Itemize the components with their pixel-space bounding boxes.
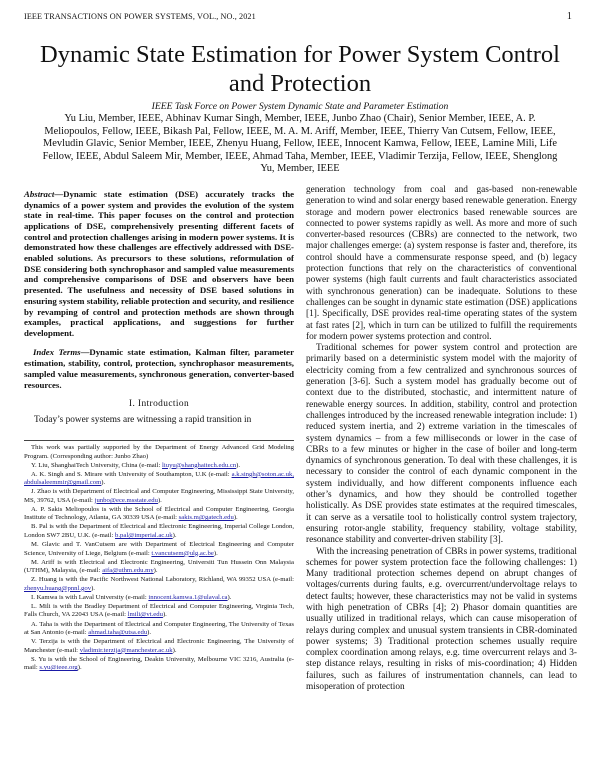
affiliation-text: M. Ariff is with Electrical and Electronic Engineering, Universiti Tun Hussein Onn Malaysia (UTHM), Malaysia, (e-mail: bbox=[24, 558, 294, 575]
paper-title: Dynamic State Estimation for Power System Control and Protection bbox=[40, 41, 560, 97]
funding-footnote bbox=[24, 444, 294, 461]
email-link[interactable]: s.yu@ieee.org bbox=[39, 664, 78, 672]
task-force-name: IEEE Task Force on Power System Dynamic State and Parameter Estimation bbox=[151, 101, 449, 112]
affiliation-footnotes bbox=[24, 462, 294, 673]
email-link[interactable]: t.vancutsem@ulg.ac.be bbox=[151, 549, 214, 557]
funding-text: This work was partially supported by the Department of Energy Advanced Grid Modeling Program. (Corresponding author: Junbo Zhao) bbox=[24, 444, 294, 460]
affiliation-text: Z. Huang is with the Pacific Northwest National Laboratory, Richland, WA 99352 USA (e-mail: bbox=[31, 576, 294, 584]
affiliation-text: J. Zhao is with Department of Electrical and Computer Engineering, Mississippi State University, MS, 39762, USA (e-mail: bbox=[24, 488, 294, 504]
affiliation-text-end: ). bbox=[233, 514, 238, 522]
footnotes bbox=[24, 440, 294, 673]
affiliation-text-end: ). bbox=[101, 479, 106, 487]
author-list: Yu Liu, Member, IEEE, Abhinav Kumar Singh, Member, IEEE, Junbo Zhao (Chair), Senior Member, IEEE, A. P. Meliopoulos, Fellow, IEEE, Bikash Pal, Fellow, IEEE, M. A. M. Ariff, Member, IEEE, Thierry Van Cutsem, Fellow, IEEE, Mevludin Glavic, Senior Member, IEEE, Zhenyu Huang, Fellow, IEEE, Innocent Kamwa, Fellow, IEEE, Lamine Mili, Life Fellow, IEEE, Abdul Saleem Mir, Member, IEEE, Ahmad Taha, Member, IEEE, Vladimir Terzija, Fellow, IEEE, Shenglong Yu, Member, IEEE bbox=[42, 113, 558, 175]
affiliation-text-end: ). bbox=[213, 549, 218, 557]
email-link[interactable]: junbo@ece.msstate.edu bbox=[94, 496, 158, 504]
journal-name: IEEE TRANSACTIONS ON POWER SYSTEMS, VOL., NO., 2021 bbox=[24, 12, 256, 21]
email-link[interactable]: vladimir.terzija@manchester.ac.uk bbox=[79, 646, 173, 654]
email-link[interactable]: aifa@uthm.edu.my bbox=[102, 567, 154, 575]
intro-first-line: Today’s power systems are witnessing a rapid transition in bbox=[34, 415, 252, 426]
email-link[interactable]: liuyu@shanghaitech.edu.cn bbox=[162, 461, 237, 469]
affiliation-text-end: ). bbox=[157, 496, 162, 504]
affiliation-text: A. P. Sakis Meliopoulos is with the School of Electrical and Computer Engineering, Georgia Institute of Technology, Atlanta, GA 30339 USA (e-mail: bbox=[24, 505, 294, 522]
affiliation-footnote bbox=[24, 576, 294, 593]
running-header bbox=[24, 12, 572, 21]
email-link[interactable]: sakis.m@gatech.edu bbox=[178, 514, 234, 522]
affiliation-text-end: ). bbox=[227, 593, 232, 601]
affiliation-text-end: ). bbox=[236, 461, 241, 469]
affiliation-text-end: ). bbox=[91, 584, 95, 592]
affiliation-text: V. Terzija is with the Department of Electrical and Electronic Engineering, The University of Manchester (e-mail: bbox=[24, 638, 294, 654]
affiliation-footnote bbox=[24, 462, 294, 471]
affiliation-footnote bbox=[24, 656, 294, 673]
section-heading-introduction: I. Introduction bbox=[128, 399, 190, 410]
email-link[interactable]: a.k.singh@soton.ac.uk, abdulsaleemmir@gmail.com bbox=[24, 470, 294, 487]
affiliation-text-end: ). bbox=[147, 629, 152, 637]
abstract bbox=[24, 189, 294, 339]
paragraph-3: With the increasing penetration of CBRs in power systems, traditional schemes for power system protection face the following challenges: 1) Many traditional protection schemes depend on abrupt changes of voltages/currents during faults, e.g. overcurrent/undervoltage relays to detect faults; however, these characteristics may not be valid in systems with high penetration of CBRs [4]; 2) Phasor domain quantities are usually utilized in traditional relays, which can cause misoperation of relays during complex and unusual system transients in CBR-dominated power systems; 3) Traditional protection schemes usually require complex coordination among relays, e.g. time overcurrent relays and 3-step distance relays, resulting in risks of mis-coordination; 4) Hidden failures, such as failures of instrumentation channels, can lead to misoperation of protection bbox=[306, 546, 577, 693]
affiliation-footnote bbox=[24, 594, 294, 603]
email-link[interactable]: ahmad.taha@utsa.edu bbox=[88, 629, 148, 637]
affiliation-text-end: ). bbox=[172, 646, 177, 654]
affiliation-text: M. Glavic and T. VanCutsem are with Department of Electrical Engineering and Computer Science, University of Liege, Belgium (e-mail: bbox=[24, 541, 294, 557]
index-terms bbox=[24, 347, 294, 390]
page-number: 1 bbox=[566, 11, 572, 22]
paragraph-1: generation technology from coal and gas-based non-renewable generation to wind and solar energy based renewable generation. Energy storage and modern power electronics based renewable sources are connected to power systems rapidly as well. As more and more of such converter-based resources (CBRs) are connected to the network, two major challenges emerge: (a) system response is faster and, therefore, its control should have a commensurate response speed, and (b) legacy protection functions that rely on the characteristics of conventional power systems (high fault currents and fault characteristics associated with synchronous generation) can be inadequate. Solutions to these challenges can be sought in dynamic state estimation (DSE) applications [1]. Specifically, DSE provides real-time operating states of the system at fast rates [2], which in turn can be utilized to fulfill the requirements for modern power systems protection and control. bbox=[306, 185, 577, 342]
affiliation-footnote bbox=[24, 559, 294, 576]
index-terms-label: Index Terms bbox=[33, 347, 81, 358]
affiliation-text: A. K. Singh and S. Mirare with University of Southampton, U.K (e-mail: bbox=[31, 470, 232, 478]
email-link[interactable]: b.pal@imperial.ac.uk bbox=[115, 531, 173, 539]
affiliation-footnote bbox=[24, 638, 294, 655]
affiliation-footnote bbox=[24, 523, 294, 540]
affiliation-footnote bbox=[24, 621, 294, 638]
affiliation-footnote bbox=[24, 506, 294, 523]
right-column bbox=[306, 185, 577, 693]
affiliation-footnote bbox=[24, 541, 294, 558]
index-terms-text: —Dynamic state estimation, Kalman filter, parameter estimation, stability, control, protection, synchrophasor measurements, sampled value measurements, synchronous generation, converter-based resources. bbox=[24, 347, 294, 390]
affiliation-text: A. Taha is with the Department of Electrical and Computer Engineering, The University of Texas at San Antonio (e-mail: bbox=[24, 620, 294, 637]
affiliation-text: L. Mili is with the Bradley Department of Electrical and Computer Engineering, Virginia Tech, Falls Church, VA 22043 USA (e-mail: bbox=[24, 602, 294, 619]
email-link[interactable]: zhenyu.huang@pnnl.gov bbox=[24, 584, 92, 592]
affiliation-text: S. Yu is with the School of Engineering, Deakin University, Melbourne VIC 3216, Australia (e-mail: bbox=[24, 655, 294, 672]
left-column bbox=[24, 180, 294, 426]
paragraph-2: Traditional schemes for power system control and protection are primarily based on a deterministic system model with the majority of electricity coming from a few centralized and synchronous sources of generation [3-6]. Such a system model has gradually become out of context due to the distributed, stochastic, and intermittent nature of renewable energy sources. In addition, stability, control and protection challenges introduced by the increased renewable integration include: 1) reduced system inertia, and 2) extreme variation in the timescales of system dynamics – from a few milliseconds or lower in the case of CBRs to a few minutes or higher in the case of boiler and long-term dynamics of synchronous generation. To deal with these challenges, it is necessary to consider the control of each dynamic component in the system individually, and how different components influence each other’s dynamics, and how they should be controlled together holistically. As DSE provides state estimates at the required timescales, it can serve as a versatile tool to holistically control system trajectory, ensuring rotor-angle stability, frequency stability, voltage stability, resonance stability and converter-driven stability [3]. bbox=[306, 343, 577, 546]
affiliation-text-end: ). bbox=[153, 567, 158, 575]
email-link[interactable]: lmili@vt.edu bbox=[127, 611, 163, 619]
affiliation-text-end: ). bbox=[162, 611, 167, 619]
affiliation-footnote bbox=[24, 488, 294, 505]
affiliation-footnote bbox=[24, 471, 294, 488]
affiliation-text: B. Pal is with the Department of Electrical and Electronic Engineering, Imperial College London, London SW7 2BU, U.K. (e-mail: bbox=[24, 523, 294, 539]
abstract-label: Abstract bbox=[24, 188, 55, 199]
abstract-text: —Dynamic state estimation (DSE) accurately tracks the dynamics of a power system and provides the evolution of the system state in real-time. This paper focuses on the control and protection applications of DSE, comprehensively presenting different facets of control and protection challenges arising in modern power systems. It is demonstrated how these challenges are effectively addressed with DSE-enabled solutions. As precursors to these solutions, reformulation of DSE considering both synchrophasor and sampled value measurements and comprehensive comparisons of DSE and observers have been presented. The usefulness and necessity of DSE based solutions in ensuring system stability, reliable protection and security, and resilience by revamping of control and protection methods are shown through examples, practical applications, and suggestions for further development. bbox=[24, 188, 294, 338]
affiliation-text-end: ). bbox=[77, 664, 82, 672]
affiliation-text: I. Kamwa is with Laval University (e-mail: bbox=[31, 593, 149, 601]
email-link[interactable]: innocent.kamwa.1@ulaval.ca bbox=[148, 593, 228, 601]
affiliation-text: Y. Liu, ShanghaiTech University, China (e-mail: bbox=[31, 461, 163, 469]
affiliation-text-end: ). bbox=[172, 531, 177, 539]
affiliation-footnote bbox=[24, 603, 294, 620]
